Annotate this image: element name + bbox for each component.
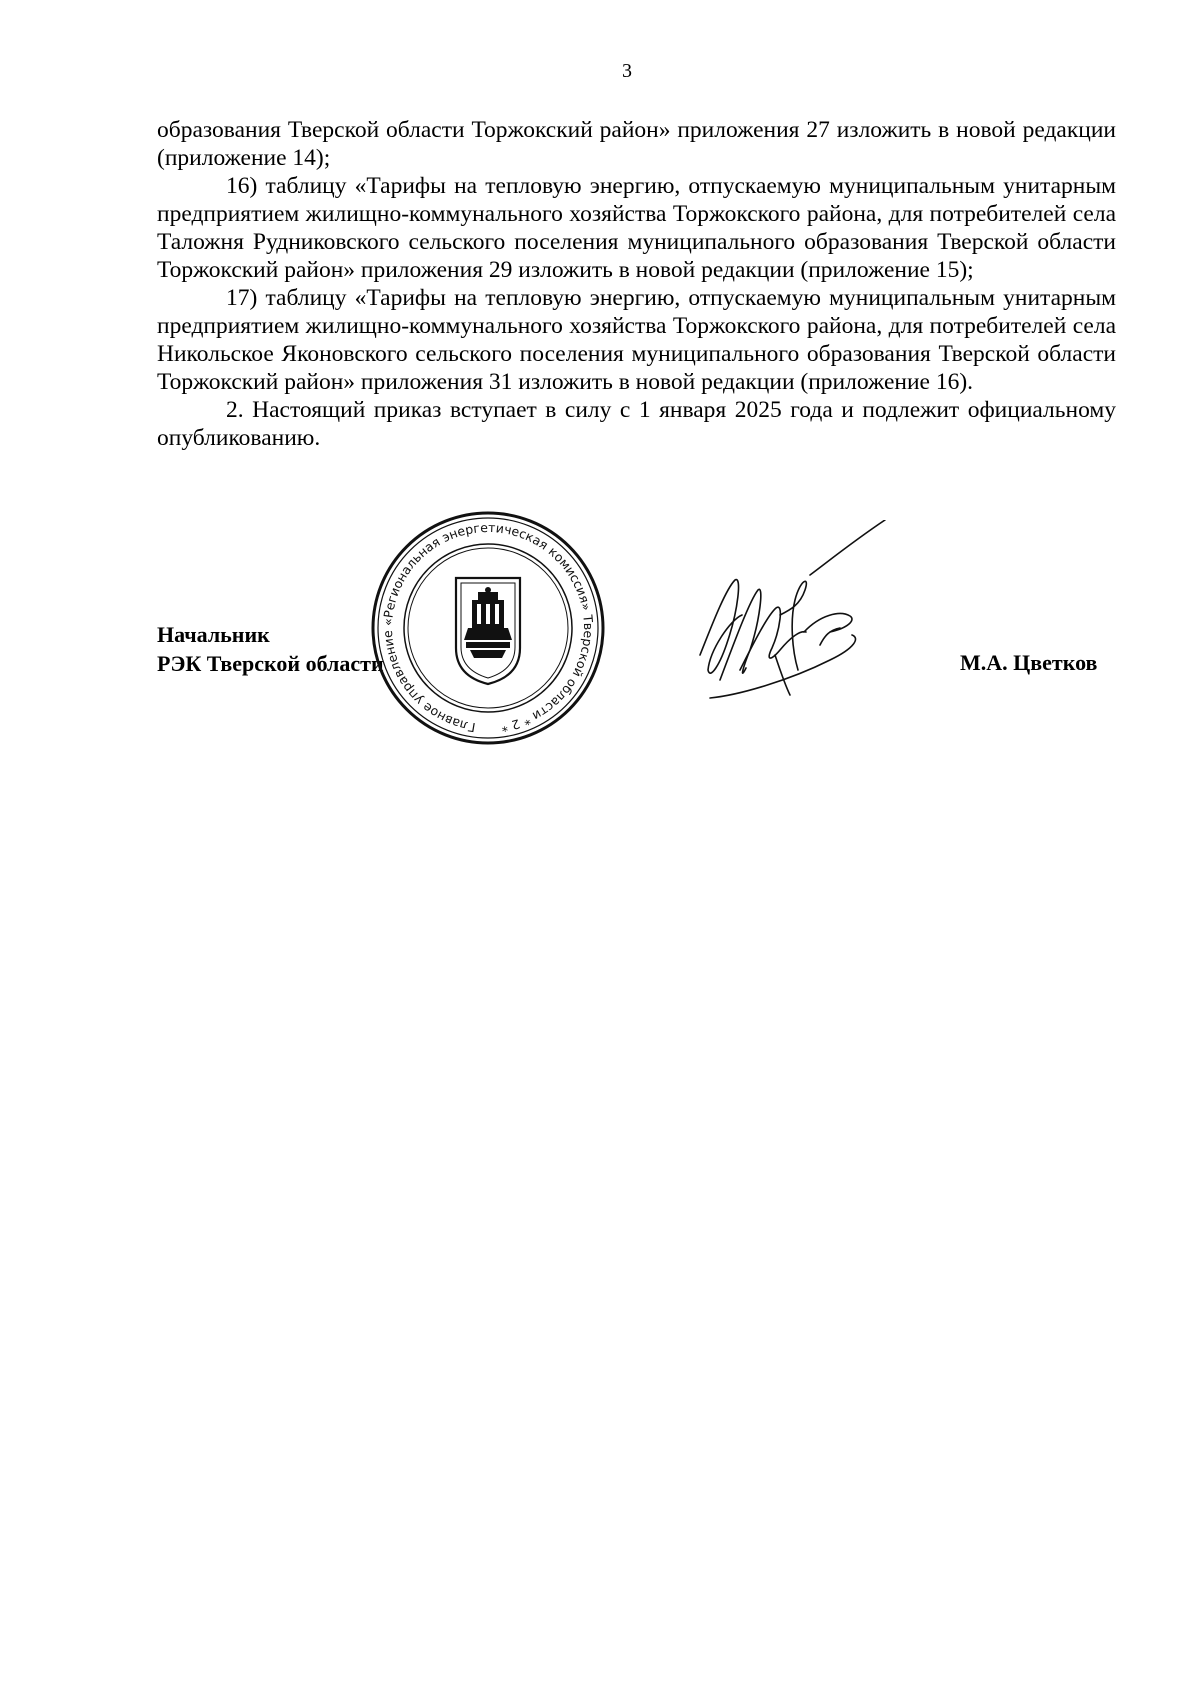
official-seal-stamp bbox=[368, 508, 608, 748]
document-body bbox=[157, 116, 1116, 452]
coat-of-arms-icon bbox=[456, 578, 520, 684]
signatory-position-line1: Начальник bbox=[157, 622, 270, 647]
signatory-name: М.А. Цветков bbox=[960, 650, 1098, 675]
seal-outer-text: Главное управление «Региональная энергетическая комиссия» Тверской области * 2 * bbox=[379, 519, 597, 736]
paragraph-item-17: 17) таблицу «Тарифы на тепловую энергию, отпускаемую муниципальным унитарным предприятием жилищно-коммунального хозяйства Торжокского района, для потребителей села Никольское Яконовского сельского поселения муниципального образования Тверской области Торжокский район» приложения 31 изложить в новой редакции (приложение 16). bbox=[157, 285, 1116, 395]
page-number: 3 bbox=[622, 60, 632, 82]
signatory-position bbox=[157, 620, 384, 678]
handwritten-signature bbox=[680, 520, 930, 740]
paragraph-continuation: образования Тверской области Торжокский район» приложения 27 изложить в новой редакции (приложение 14); bbox=[157, 117, 1116, 171]
signatory-position-line2: РЭК Тверской области bbox=[157, 651, 384, 676]
paragraph-item-16: 16) таблицу «Тарифы на тепловую энергию, отпускаемую муниципальным унитарным предприятием жилищно-коммунального хозяйства Торжокского района, для потребителей села Таложня Рудниковского сельского поселения муниципального образования Тверской области Торжокский район» приложения 29 изложить в новой редакции (приложение 15); bbox=[157, 173, 1116, 283]
paragraph-effective-date: 2. Настоящий приказ вступает в силу с 1 января 2025 года и подлежит официальному опубликованию. bbox=[157, 397, 1116, 451]
